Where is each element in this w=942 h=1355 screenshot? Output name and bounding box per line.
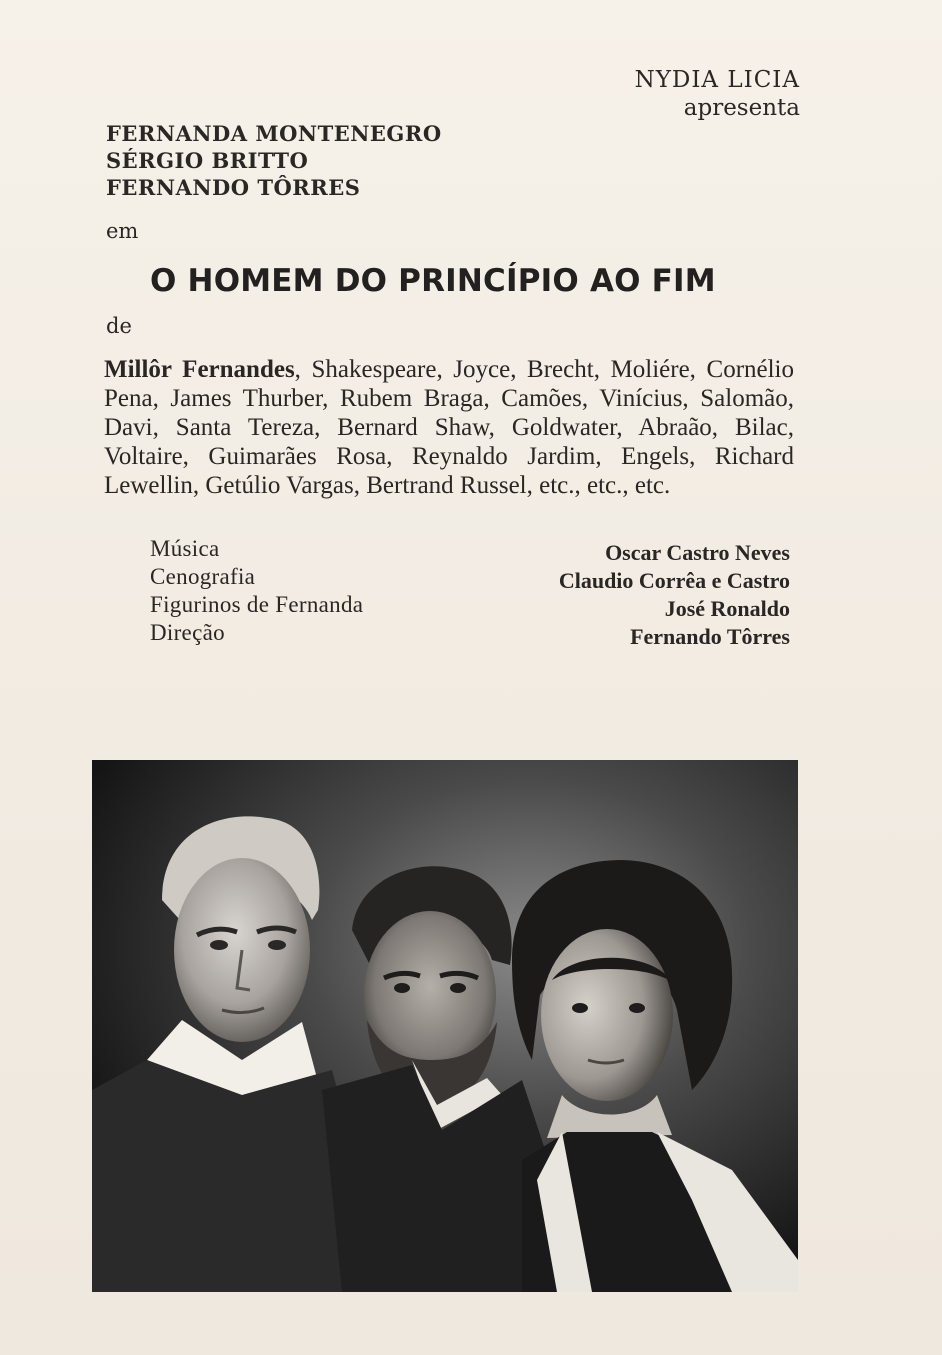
credit-row (150, 535, 790, 563)
connector-de: de (106, 314, 132, 338)
lead-author: Millôr Fernandes (104, 356, 295, 383)
cast-photo-illustration (92, 760, 798, 1292)
credit-person: Oscar Castro Neves (605, 540, 790, 565)
credit-row (150, 591, 790, 619)
other-authors: , Shakespeare, Joyce, Brecht, Moliére, Cornélio Pena, James Thurber, Rubem Braga, Camões, Vinícius, Salomão, Davi, Santa Tereza, Bernard Shaw, Goldwater, Abraão, Bilac, Voltaire, Guimarães Rosa, Reynaldo Jardim, Engels, Richard Lewellin, Getúlio Vargas, Bertrand Russel, etc., etc., etc. (104, 356, 795, 499)
credit-person: Fernando Tôrres (630, 624, 790, 649)
presenter-block (635, 66, 800, 122)
play-title: O HOMEM DO PRINCÍPIO AO FIM (150, 263, 716, 299)
credits-list (150, 535, 790, 647)
cast-member: FERNANDO TÔRRES (106, 175, 361, 200)
credit-role: Direção (150, 620, 225, 645)
authors-paragraph (104, 355, 794, 500)
credit-row (150, 619, 790, 647)
credit-role: Figurinos de Fernanda (150, 592, 364, 617)
credit-role: Música (150, 536, 220, 561)
credit-row (150, 563, 790, 591)
presenter-name: NYDIA LICIA (634, 67, 800, 93)
cast-photo (92, 760, 798, 1292)
credit-role: Cenografia (150, 564, 256, 589)
face-right (541, 929, 673, 1101)
credit-person: Claudio Corrêa e Castro (558, 568, 790, 593)
cast-member: FERNANDA MONTENEGRO (106, 121, 442, 146)
cast-list (106, 120, 442, 201)
connector-em: em (106, 219, 139, 243)
credit-person: José Ronaldo (664, 596, 790, 621)
presenter-verb: apresenta (683, 95, 800, 121)
cast-member: SÉRGIO BRITTO (106, 148, 309, 173)
